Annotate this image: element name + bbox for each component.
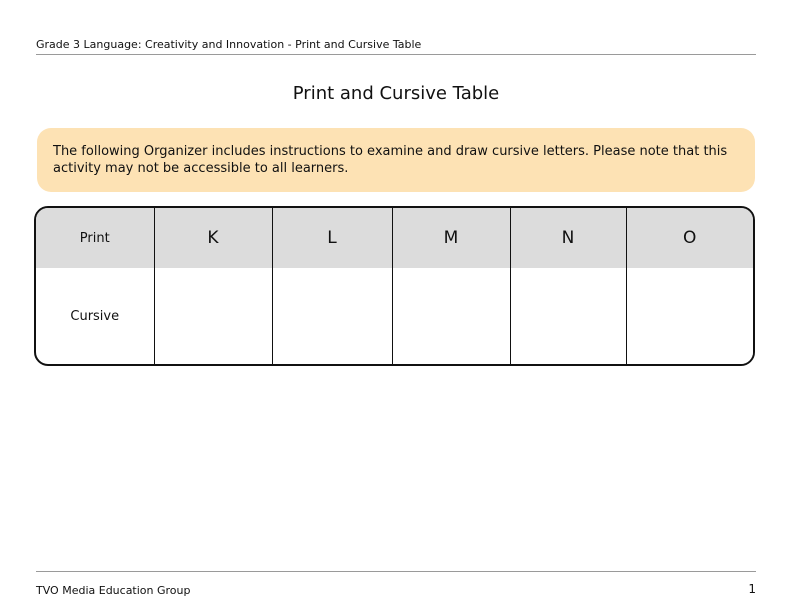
footer-divider: [36, 571, 756, 572]
accessibility-notice: [37, 128, 755, 192]
print-letter-o: O: [626, 208, 753, 268]
cursive-row: [36, 268, 753, 364]
cursive-cell-l[interactable]: [272, 268, 392, 364]
cursive-row-label: Cursive: [36, 268, 154, 364]
table: [36, 208, 753, 364]
page-number: 1: [748, 582, 756, 596]
print-letter-l: L: [272, 208, 392, 268]
cursive-cell-o[interactable]: [626, 268, 753, 364]
cursive-cell-n[interactable]: [510, 268, 626, 364]
cursive-cell-k[interactable]: [154, 268, 272, 364]
print-row-label: Print: [36, 208, 154, 268]
print-letter-k: K: [154, 208, 272, 268]
page-header: Grade 3 Language: Creativity and Innovation - Print and Cursive Table: [36, 38, 422, 51]
print-row: [36, 208, 753, 268]
print-letter-n: N: [510, 208, 626, 268]
footer-organization: TVO Media Education Group: [36, 584, 191, 597]
header-divider: [36, 54, 756, 55]
print-letter-m: M: [392, 208, 510, 268]
notice-text: The following Organizer includes instructions to examine and draw cursive letters. Please note that this activity may not be accessible to all learners.: [53, 144, 728, 176]
cursive-cell-m[interactable]: [392, 268, 510, 364]
page-title: Print and Cursive Table: [292, 83, 500, 104]
print-cursive-table: [34, 206, 755, 366]
